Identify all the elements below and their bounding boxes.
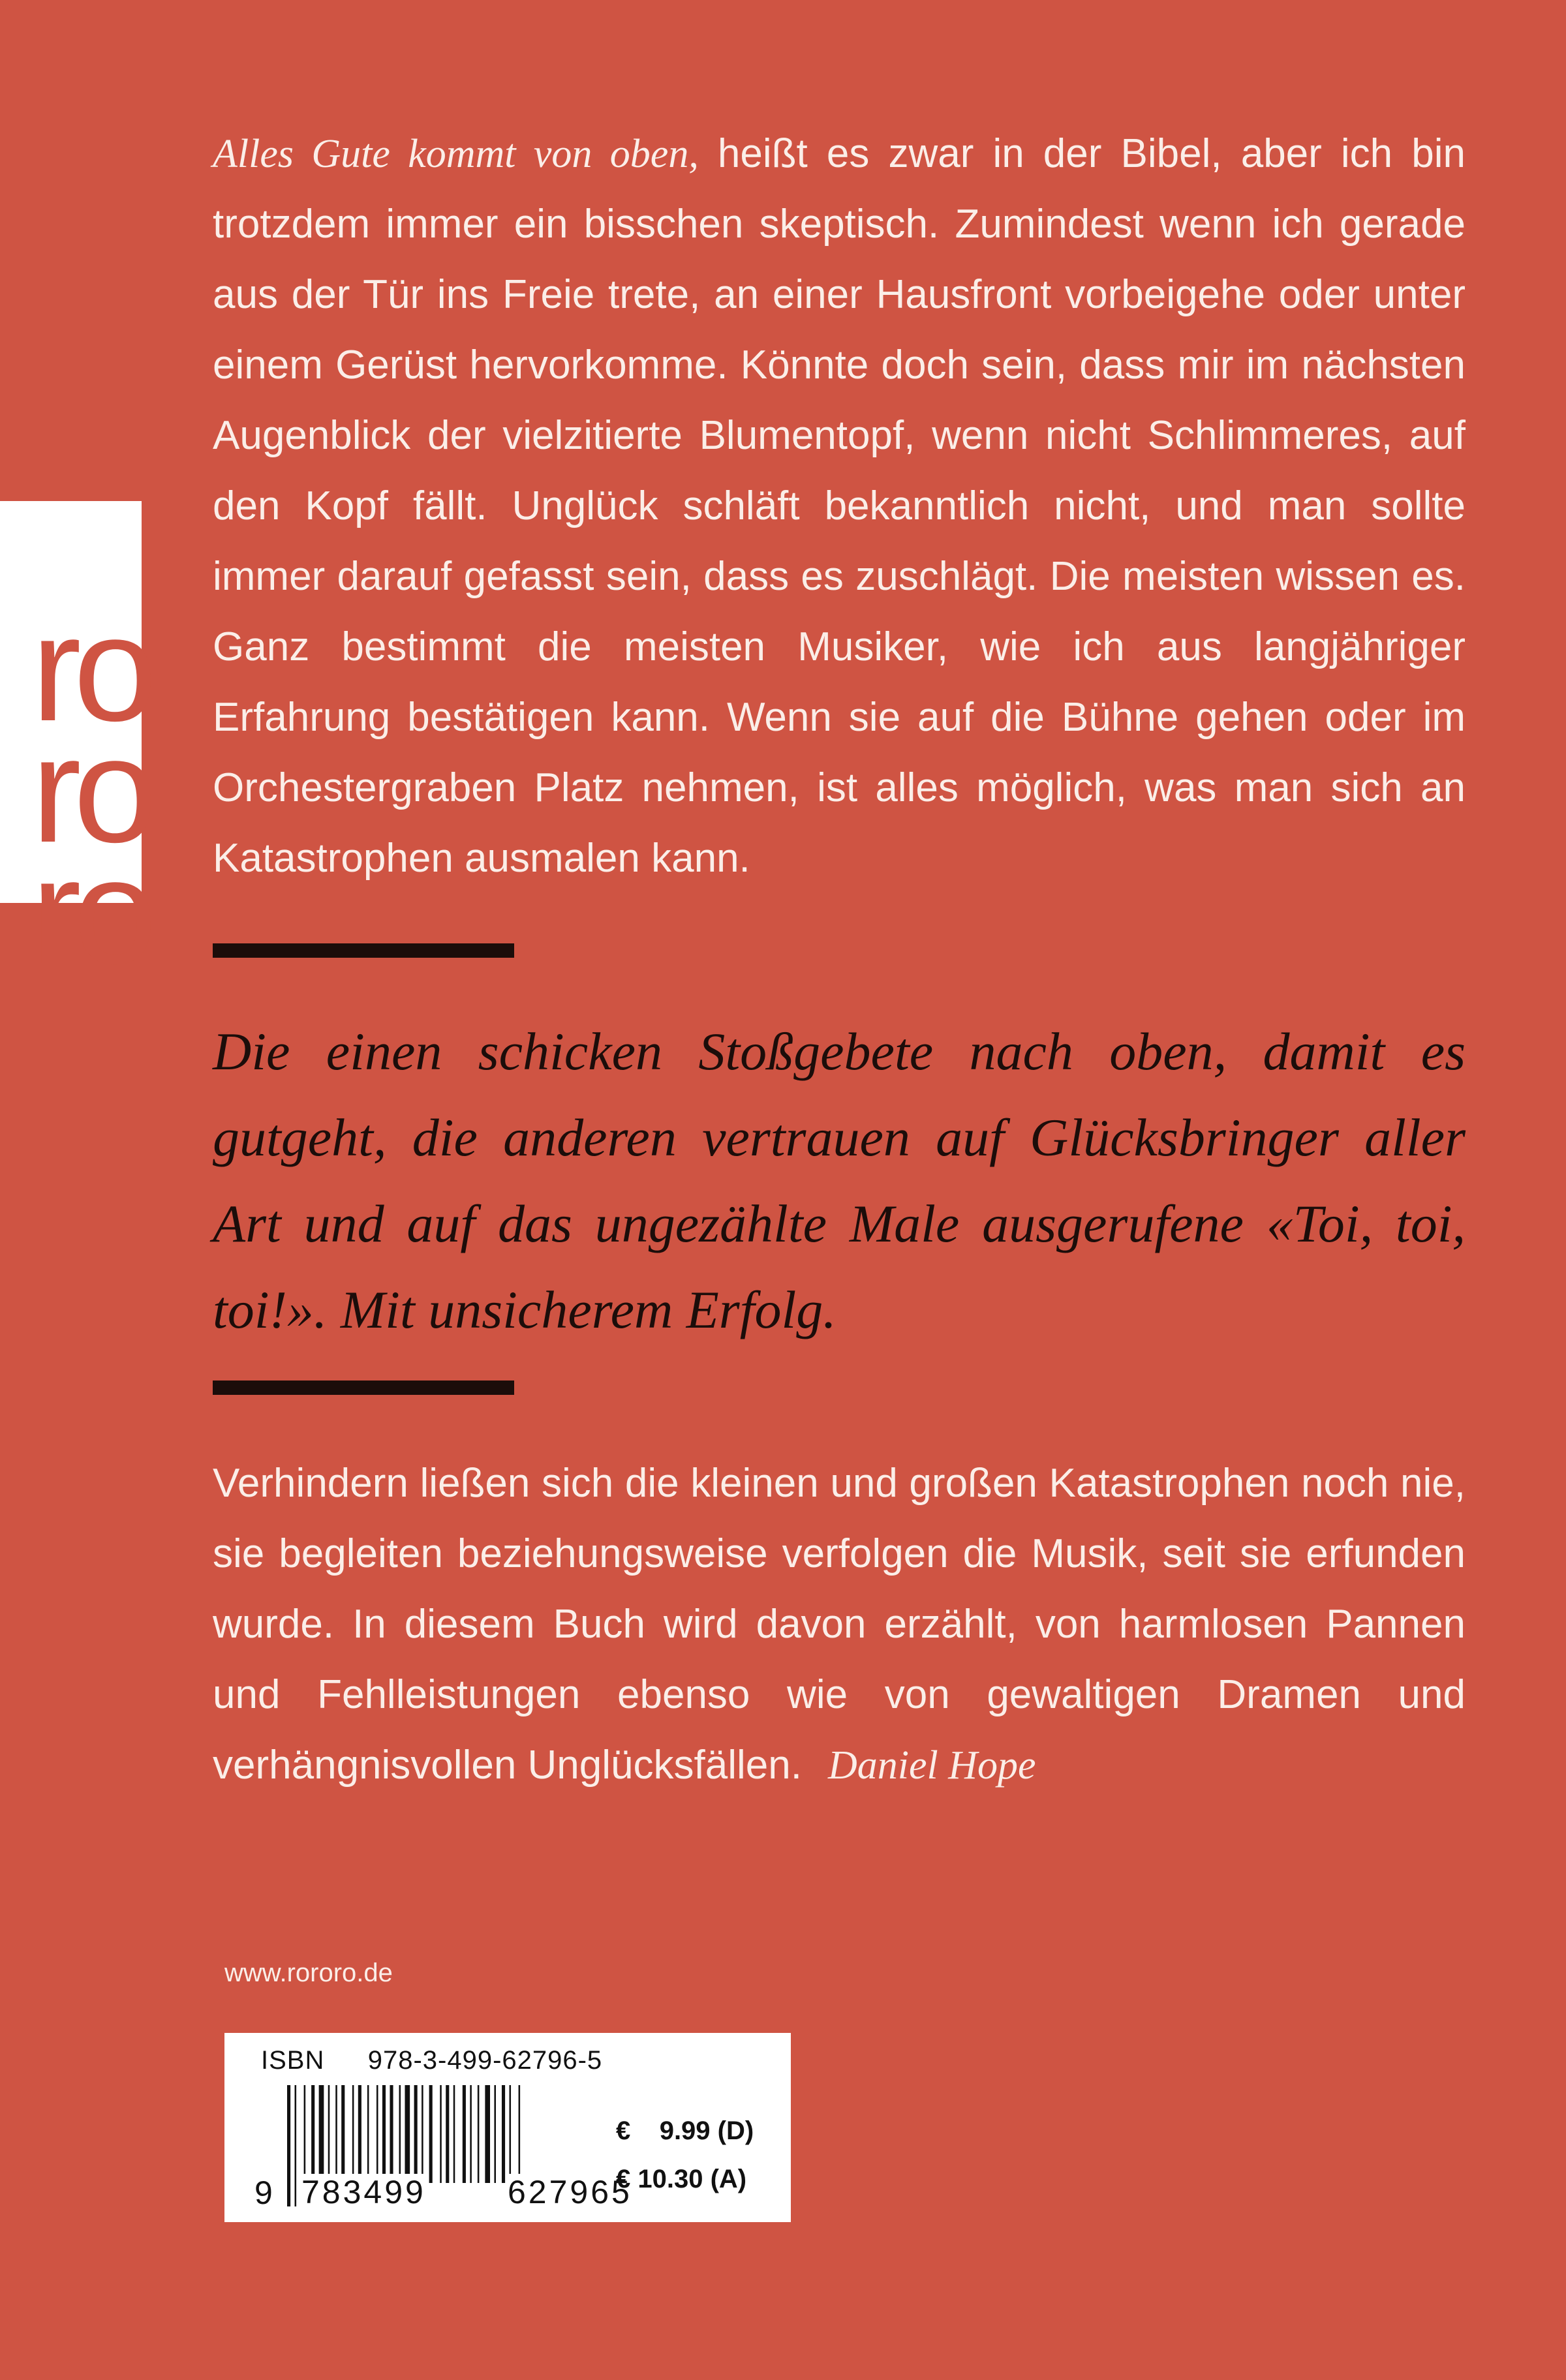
barcode-bar bbox=[335, 2085, 337, 2183]
barcode-bar bbox=[470, 2085, 472, 2183]
barcode-bar bbox=[446, 2085, 449, 2183]
isbn-label: ISBN 978-3-499-62796-5 bbox=[261, 2046, 603, 2075]
intro-text: heißt es zwar in der Bibel, aber ich bin trotzdem immer ein bisschen skeptisch. Zumindest wenn ich gerade aus der Tür ins Freie trete, an einer Hausfront vorbeigehe oder unter einem Gerüst hervorkomme. Könnte doch sein, dass mir im nächsten Augenblick der vielzitierte Blumentopf, wenn nicht Schlimmeres, auf den Kopf fällt. Unglück schläft bekanntlich nicht, und man sollte immer darauf gefasst sein, dass es zuschlägt. Die meisten wissen es. Ganz bestimmt die meisten Musiker, wie ich aus langjähriger Erfahrung bestätigen kann. Wenn sie auf die Bühne gehen oder im Orchestergraben Platz nehmen, ist alles möglich, was man sich an Katastrophen ausmalen kann. bbox=[213, 131, 1466, 881]
barcode-bar bbox=[287, 2085, 290, 2206]
logo-line-3: ro bbox=[31, 827, 149, 995]
price-germany: € 9.99 (D) bbox=[616, 2116, 754, 2145]
closing-paragraph bbox=[213, 1448, 1466, 1801]
intro-lead: Alles Gute kommt von oben, bbox=[213, 132, 699, 176]
price-austria: € 10.30 (A) bbox=[616, 2165, 747, 2193]
barcode-bar bbox=[463, 2085, 466, 2183]
divider-top bbox=[213, 943, 514, 958]
barcode-digits-left: 783499 bbox=[301, 2174, 426, 2210]
barcode-bar bbox=[440, 2085, 442, 2183]
barcode-bar bbox=[509, 2085, 511, 2183]
barcode-bar bbox=[478, 2085, 480, 2183]
logo-line-2: ro bbox=[31, 706, 149, 874]
logo-line-1: ro bbox=[31, 585, 149, 752]
barcode-bar bbox=[390, 2085, 393, 2183]
barcode-box bbox=[224, 2033, 791, 2222]
barcode-bar bbox=[453, 2085, 455, 2183]
divider-bottom bbox=[213, 1381, 514, 1395]
intro-paragraph bbox=[213, 119, 1466, 894]
closing-text: Verhindern ließen sich die kleinen und großen Katastrophen noch nie, sie begleiten beziehungsweise verfolgen die Musik, seit sie erfunden wurde. In diesem Buch wird davon erzählt, von harmlosen Pannen und Fehlleistungen ebenso wie von gewaltigen Dramen und verhängnisvollen Unglücksfällen. bbox=[213, 1461, 1466, 1788]
barcode-bar bbox=[502, 2085, 505, 2183]
barcode-bar bbox=[376, 2085, 378, 2183]
barcode-bar bbox=[328, 2085, 330, 2183]
barcode-bar bbox=[352, 2085, 354, 2183]
barcode-bar bbox=[319, 2085, 324, 2183]
barcode-bar bbox=[295, 2085, 297, 2206]
barcode-bar bbox=[382, 2085, 386, 2183]
barcode-bar bbox=[341, 2085, 345, 2183]
barcode-bar bbox=[358, 2085, 361, 2183]
barcode-digits-right: 627965 bbox=[508, 2174, 632, 2210]
barcode-bar bbox=[414, 2085, 418, 2183]
barcode-bar bbox=[399, 2085, 401, 2183]
pull-quote: Die einen schicken Stoßgebete nach oben, damit es gutgeht, die anderen vertrauen auf Glücksbringer aller Art und auf das ungezählte Male ausgerufene «Toi, toi, toi!». Mit unsicherem Erfolg. bbox=[213, 1022, 1466, 1339]
barcode-bar bbox=[485, 2085, 490, 2183]
rororo-logo bbox=[0, 501, 149, 995]
barcode-first-digit: 9 bbox=[254, 2174, 273, 2211]
barcode-bar bbox=[304, 2085, 306, 2183]
barcode-bar bbox=[422, 2085, 423, 2183]
barcode-bar bbox=[494, 2085, 496, 2183]
barcode-bar bbox=[311, 2085, 315, 2183]
website-url: www.rororo.de bbox=[224, 1959, 393, 1987]
barcode-bar bbox=[367, 2085, 369, 2183]
author-name: Daniel Hope bbox=[827, 1743, 1036, 1788]
barcode-bar bbox=[429, 2085, 433, 2183]
